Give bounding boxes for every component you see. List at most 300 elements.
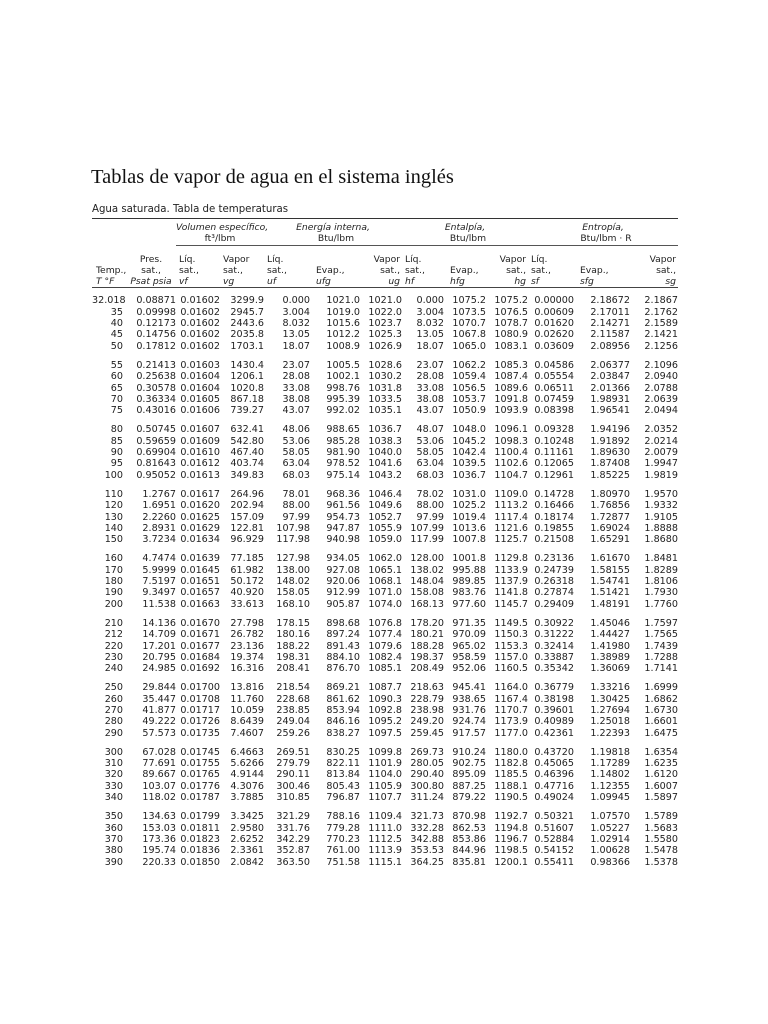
- cell-hg: 1170.7: [494, 704, 528, 716]
- cell-ug: 1068.1: [368, 576, 402, 588]
- table-row: [92, 405, 678, 416]
- cell-hg: 1141.8: [494, 587, 528, 599]
- cell-hfg: 924.74: [452, 716, 486, 728]
- cell-sf: 0.36779: [534, 682, 574, 694]
- cell-ufg: 876.70: [326, 663, 360, 675]
- cell-hg: 1133.9: [494, 564, 528, 576]
- cell-sg: 1.5897: [644, 792, 678, 804]
- cell-hg: 1113.2: [494, 500, 528, 512]
- table-row: [92, 565, 678, 576]
- cell-sg: 2.1762: [644, 306, 678, 318]
- cell-sg: 1.6999: [644, 682, 678, 694]
- group-entropia: [528, 219, 678, 233]
- header-hf-symbol: hf: [405, 276, 415, 288]
- cell-sf: 0.21508: [534, 534, 574, 546]
- cell-hg: 1109.0: [494, 488, 528, 500]
- header-vg-line1: Vapor: [223, 253, 250, 265]
- cell-sfg: 1.30425: [590, 693, 630, 705]
- cell-vg: 26.782: [230, 629, 264, 641]
- cell-uf: 127.98: [276, 553, 310, 565]
- cell-hf: 311.24: [410, 792, 444, 804]
- cell-ufg: 898.68: [326, 617, 360, 629]
- cell-vg: 11.760: [230, 693, 264, 705]
- cell-sf: 0.11161: [534, 447, 574, 459]
- table-row: [92, 728, 678, 739]
- cell-hf: 180.21: [410, 629, 444, 641]
- cell-sf: 0.14728: [534, 488, 574, 500]
- cell-ufg: 998.76: [326, 382, 360, 394]
- cell-sg: 1.9105: [644, 511, 678, 523]
- cell-sfg: 2.08956: [590, 340, 630, 352]
- cell-sfg: 1.41980: [590, 640, 630, 652]
- cell-sg: 2.0494: [644, 405, 678, 417]
- cell-temp: 350: [104, 811, 123, 823]
- cell-temp: 140: [104, 522, 123, 534]
- cell-sg: 2.0639: [644, 393, 678, 405]
- cell-vf: 0.01671: [180, 629, 220, 641]
- cell-hg: 1160.5: [494, 663, 528, 675]
- cell-hf: 290.40: [410, 769, 444, 781]
- cell-hfg: 970.09: [452, 629, 486, 641]
- cell-sf: 0.04586: [534, 359, 574, 371]
- cell-pres: 118.02: [142, 792, 176, 804]
- cell-ug: 1082.4: [368, 651, 402, 663]
- cell-sg: 2.1096: [644, 359, 678, 371]
- cell-vg: 2945.7: [230, 306, 264, 318]
- cell-hfg: 1001.8: [452, 553, 486, 565]
- cell-hg: 1089.6: [494, 382, 528, 394]
- cell-ufg: 751.58: [326, 856, 360, 868]
- cell-vf: 0.01755: [180, 758, 220, 770]
- cell-temp: 370: [104, 833, 123, 845]
- column-header-row-1: [92, 254, 678, 265]
- cell-ufg: 891.43: [326, 640, 360, 652]
- cell-hg: 1182.8: [494, 758, 528, 770]
- cell-hg: 1076.5: [494, 306, 528, 318]
- cell-hfg: 983.76: [452, 587, 486, 599]
- cell-ufg: 905.87: [326, 598, 360, 610]
- cell-vf: 0.01604: [180, 382, 220, 394]
- cell-ufg: 770.23: [326, 833, 360, 845]
- cell-hf: 0.000: [416, 295, 444, 307]
- cell-sg: 1.6007: [644, 780, 678, 792]
- cell-ug: 1041.6: [368, 458, 402, 470]
- cell-hg: 1093.9: [494, 405, 528, 417]
- table-row: [92, 682, 678, 693]
- table-row: [92, 500, 678, 511]
- cell-pres: 0.12173: [136, 318, 176, 330]
- cell-hg: 1198.5: [494, 845, 528, 857]
- cell-sg: 1.9947: [644, 458, 678, 470]
- cell-ug: 1059.0: [368, 534, 402, 546]
- cell-sfg: 1.38989: [590, 651, 630, 663]
- cell-hf: 259.45: [410, 727, 444, 739]
- cell-vg: 2035.8: [230, 329, 264, 341]
- cell-temp: 320: [104, 769, 123, 781]
- cell-ug: 1036.7: [368, 424, 402, 436]
- cell-vg: 2.0842: [230, 856, 264, 868]
- cell-hg: 1080.9: [494, 329, 528, 341]
- cell-ug: 1021.0: [368, 295, 402, 307]
- cell-hg: 1185.5: [494, 769, 528, 781]
- cell-hg: 1196.7: [494, 833, 528, 845]
- cell-pres: 29.844: [142, 682, 176, 694]
- cell-hfg: 989.85: [452, 576, 486, 588]
- table-row: [92, 553, 678, 564]
- cell-uf: 68.03: [282, 469, 310, 481]
- cell-sfg: 0.98366: [590, 856, 630, 868]
- cell-ufg: 846.16: [326, 716, 360, 728]
- cell-hf: 218.63: [410, 682, 444, 694]
- cell-vg: 157.09: [230, 511, 264, 523]
- cell-temp: 160: [104, 553, 123, 565]
- cell-pres: 103.07: [142, 780, 176, 792]
- cell-hg: 1096.1: [494, 424, 528, 436]
- cell-sf: 0.03609: [534, 340, 574, 352]
- table-row: [92, 295, 678, 306]
- cell-vf: 0.01602: [180, 329, 220, 341]
- cell-temp: 290: [104, 727, 123, 739]
- cell-pres: 0.25638: [136, 371, 176, 383]
- cell-hf: 88.00: [416, 500, 444, 512]
- cell-pres: 11.538: [142, 598, 176, 610]
- cell-ug: 1031.8: [368, 382, 402, 394]
- cell-hg: 1087.4: [494, 371, 528, 383]
- cell-hfg: 1042.4: [452, 447, 486, 459]
- cell-uf: 279.79: [276, 758, 310, 770]
- cell-sg: 1.8888: [644, 522, 678, 534]
- cell-ufg: 1021.0: [326, 295, 360, 307]
- table-row: [92, 436, 678, 447]
- table-row: [92, 845, 678, 856]
- cell-vg: 23.136: [230, 640, 264, 652]
- cell-hg: 1153.3: [494, 640, 528, 652]
- group-header-row: [92, 219, 678, 233]
- cell-vf: 0.01602: [180, 306, 220, 318]
- cell-hfg: 1039.5: [452, 458, 486, 470]
- cell-hg: 1145.7: [494, 598, 528, 610]
- cell-ufg: 779.28: [326, 822, 360, 834]
- cell-uf: 188.22: [276, 640, 310, 652]
- cell-pres: 17.201: [142, 640, 176, 652]
- table-row: [92, 792, 678, 803]
- cell-sf: 0.46396: [534, 769, 574, 781]
- cell-pres: 173.36: [142, 833, 176, 845]
- cell-hg: 1173.9: [494, 716, 528, 728]
- cell-uf: 33.08: [282, 382, 310, 394]
- cell-hg: 1078.7: [494, 318, 528, 330]
- cell-ufg: 761.00: [326, 845, 360, 857]
- cell-uf: 58.05: [282, 447, 310, 459]
- cell-pres: 0.14756: [136, 329, 176, 341]
- cell-vf: 0.01836: [180, 845, 220, 857]
- cell-vg: 6.4663: [230, 746, 264, 758]
- cell-vg: 467.40: [230, 447, 264, 459]
- cell-vg: 122.81: [230, 522, 264, 534]
- cell-sf: 0.33887: [534, 651, 574, 663]
- cell-vf: 0.01850: [180, 856, 220, 868]
- cell-sg: 1.8481: [644, 553, 678, 565]
- cell-vg: 10.059: [230, 704, 264, 716]
- cell-vf: 0.01799: [180, 811, 220, 823]
- cell-hg: 1192.7: [494, 811, 528, 823]
- cell-uf: 43.07: [282, 405, 310, 417]
- table-row: [92, 318, 678, 329]
- cell-ufg: 1012.2: [326, 329, 360, 341]
- cell-hfg: 870.98: [452, 811, 486, 823]
- table-row: [92, 663, 678, 674]
- cell-sfg: 1.36069: [590, 663, 630, 675]
- cell-temp: 70: [110, 393, 123, 405]
- cell-hf: 43.07: [416, 405, 444, 417]
- cell-vf: 0.01602: [180, 318, 220, 330]
- cell-sfg: 1.80970: [590, 488, 630, 500]
- header-hf-line2: sat.,: [405, 264, 425, 276]
- cell-uf: 168.10: [276, 598, 310, 610]
- cell-uf: 3.004: [282, 306, 310, 318]
- table-row: [92, 458, 678, 469]
- cell-sg: 1.7760: [644, 598, 678, 610]
- cell-sf: 0.01620: [534, 318, 574, 330]
- saturated-water-temperature-table: [92, 219, 678, 868]
- cell-ug: 1043.2: [368, 469, 402, 481]
- cell-sg: 1.6862: [644, 693, 678, 705]
- cell-hfg: 1025.2: [452, 500, 486, 512]
- cell-hf: 33.08: [416, 382, 444, 394]
- cell-uf: 228.68: [276, 693, 310, 705]
- cell-sf: 0.16466: [534, 500, 574, 512]
- header-sf-line1: Líq.: [531, 253, 548, 265]
- cell-pres: 0.36334: [136, 393, 176, 405]
- cell-sf: 0.49024: [534, 792, 574, 804]
- cell-pres: 0.43016: [136, 405, 176, 417]
- cell-hfg: 958.59: [452, 651, 486, 663]
- cell-hfg: 1053.7: [452, 393, 486, 405]
- cell-uf: 97.99: [282, 511, 310, 523]
- cell-sf: 0.31222: [534, 629, 574, 641]
- cell-hf: 321.73: [410, 811, 444, 823]
- cell-hf: 8.032: [416, 318, 444, 330]
- cell-hfg: 844.96: [452, 845, 486, 857]
- cell-pres: 2.8931: [142, 522, 176, 534]
- cell-vf: 0.01787: [180, 792, 220, 804]
- cell-uf: 53.06: [282, 435, 310, 447]
- header-hg-line2: sat.,: [506, 264, 526, 276]
- cell-uf: 78.01: [282, 488, 310, 500]
- header-uf-line2: sat.,: [267, 264, 287, 276]
- cell-sfg: 1.25018: [590, 716, 630, 728]
- cell-pres: 41.877: [142, 704, 176, 716]
- cell-hfg: 938.65: [452, 693, 486, 705]
- cell-hg: 1121.6: [494, 522, 528, 534]
- cell-sg: 1.5789: [644, 811, 678, 823]
- cell-sf: 0.18174: [534, 511, 574, 523]
- table-row: [92, 811, 678, 822]
- cell-ug: 1099.8: [368, 746, 402, 758]
- cell-uf: 158.05: [276, 587, 310, 599]
- cell-ug: 1028.6: [368, 359, 402, 371]
- cell-pres: 14.709: [142, 629, 176, 641]
- cell-hfg: 1031.0: [452, 488, 486, 500]
- cell-hg: 1157.0: [494, 651, 528, 663]
- cell-hf: 107.99: [410, 522, 444, 534]
- cell-vf: 0.01605: [180, 393, 220, 405]
- cell-ug: 1026.9: [368, 340, 402, 352]
- header-sfg-line1: Evap.,: [580, 264, 609, 276]
- table-row: [92, 652, 678, 663]
- cell-pres: 7.5197: [142, 576, 176, 588]
- cell-pres: 35.447: [142, 693, 176, 705]
- cell-sg: 1.5683: [644, 822, 678, 834]
- cell-vg: 77.185: [230, 553, 264, 565]
- cell-ufg: 1019.0: [326, 306, 360, 318]
- cell-vf: 0.01604: [180, 371, 220, 383]
- cell-hg: 1075.2: [494, 295, 528, 307]
- cell-uf: 342.29: [276, 833, 310, 845]
- table-row: [92, 534, 678, 545]
- cell-hfg: 1019.4: [452, 511, 486, 523]
- group-energia-title: Energía interna,: [296, 222, 370, 233]
- group-entalpia-title: Entalpía,: [444, 222, 486, 233]
- cell-pres: 0.08871: [136, 295, 176, 307]
- cell-vg: 19.374: [230, 651, 264, 663]
- cell-temp: 85: [110, 435, 123, 447]
- cell-hfg: 879.22: [452, 792, 486, 804]
- cell-sg: 2.0352: [644, 424, 678, 436]
- cell-hf: 138.02: [410, 564, 444, 576]
- cell-sf: 0.50321: [534, 811, 574, 823]
- cell-pres: 77.691: [142, 758, 176, 770]
- cell-temp: 200: [104, 598, 123, 610]
- cell-ufg: 981.90: [326, 447, 360, 459]
- cell-hg: 1200.1: [494, 856, 528, 868]
- cell-hf: 78.02: [416, 488, 444, 500]
- cell-sg: 1.5478: [644, 845, 678, 857]
- cell-sg: 2.0788: [644, 382, 678, 394]
- cell-temp: 330: [104, 780, 123, 792]
- cell-pres: 134.63: [142, 811, 176, 823]
- cell-sg: 1.7565: [644, 629, 678, 641]
- cell-temp: 380: [104, 845, 123, 857]
- cell-sf: 0.09328: [534, 424, 574, 436]
- cell-vf: 0.01663: [180, 598, 220, 610]
- header-hfg-symbol: hfg: [450, 276, 465, 288]
- cell-vg: 1206.1: [230, 371, 264, 383]
- cell-vf: 0.01708: [180, 693, 220, 705]
- cell-ufg: 988.65: [326, 424, 360, 436]
- cell-ug: 1049.6: [368, 500, 402, 512]
- header-vf-line2: sat.,: [179, 264, 199, 276]
- table-row: [92, 618, 678, 629]
- cell-ufg: 796.87: [326, 792, 360, 804]
- cell-hg: 1167.4: [494, 693, 528, 705]
- cell-sf: 0.42361: [534, 727, 574, 739]
- group-volumen-unit: ft³/lbm: [176, 233, 264, 245]
- cell-sf: 0.51607: [534, 822, 574, 834]
- cell-sfg: 1.44427: [590, 629, 630, 641]
- cell-sf: 0.05554: [534, 371, 574, 383]
- cell-sf: 0.10248: [534, 435, 574, 447]
- cell-ug: 1104.0: [368, 769, 402, 781]
- cell-hfg: 1048.0: [452, 424, 486, 436]
- cell-sg: 1.9332: [644, 500, 678, 512]
- cell-pres: 89.667: [142, 769, 176, 781]
- cell-uf: 269.51: [276, 746, 310, 758]
- cell-sg: 1.8106: [644, 576, 678, 588]
- header-sfg-symbol: sfg: [580, 276, 594, 288]
- table-row: [92, 447, 678, 458]
- cell-sg: 1.8680: [644, 534, 678, 546]
- cell-sg: 2.0214: [644, 435, 678, 447]
- header-sg-symbol: sg: [665, 276, 676, 288]
- cell-sf: 0.52884: [534, 833, 574, 845]
- cell-hf: 18.07: [416, 340, 444, 352]
- column-symbol-row: [92, 276, 678, 288]
- header-ufg-symbol: ufg: [316, 276, 331, 288]
- cell-hfg: 1059.4: [452, 371, 486, 383]
- cell-ug: 1087.7: [368, 682, 402, 694]
- cell-hf: 208.49: [410, 663, 444, 675]
- cell-temp: 212: [104, 629, 123, 641]
- cell-sfg: 2.18672: [590, 295, 630, 307]
- cell-sf: 0.55411: [534, 856, 574, 868]
- header-hfg-line1: Evap.,: [450, 264, 479, 276]
- cell-temp: 32.018: [92, 295, 126, 307]
- table-row: [92, 394, 678, 405]
- cell-vf: 0.01692: [180, 663, 220, 675]
- cell-sf: 0.47716: [534, 780, 574, 792]
- cell-sg: 1.6601: [644, 716, 678, 728]
- cell-hf: 342.88: [410, 833, 444, 845]
- cell-vg: 2.6252: [230, 833, 264, 845]
- cell-vg: 739.27: [230, 405, 264, 417]
- cell-vf: 0.01735: [180, 727, 220, 739]
- cell-sfg: 1.72877: [590, 511, 630, 523]
- cell-hfg: 1075.2: [452, 295, 486, 307]
- header-ug-symbol: ug: [388, 276, 400, 288]
- cell-temp: 90: [110, 447, 123, 459]
- cell-hf: 280.05: [410, 758, 444, 770]
- cell-temp: 190: [104, 587, 123, 599]
- cell-vg: 264.96: [230, 488, 264, 500]
- cell-sg: 1.7288: [644, 651, 678, 663]
- cell-vf: 0.01610: [180, 447, 220, 459]
- cell-ufg: 920.06: [326, 576, 360, 588]
- cell-pres: 195.74: [142, 845, 176, 857]
- cell-hg: 1177.0: [494, 727, 528, 739]
- header-uf-symbol: uf: [267, 276, 277, 288]
- cell-pres: 57.573: [142, 727, 176, 739]
- header-vf-line1: Líq.: [179, 253, 196, 265]
- cell-ug: 1097.5: [368, 727, 402, 739]
- table-row: [92, 758, 678, 769]
- cell-temp: 65: [110, 382, 123, 394]
- cell-pres: 49.222: [142, 716, 176, 728]
- cell-sf: 0.02620: [534, 329, 574, 341]
- cell-temp: 250: [104, 682, 123, 694]
- cell-sfg: 1.02914: [590, 833, 630, 845]
- cell-hf: 198.37: [410, 651, 444, 663]
- cell-sfg: 1.22393: [590, 727, 630, 739]
- cell-vg: 1020.8: [230, 382, 264, 394]
- cell-temp: 50: [110, 340, 123, 352]
- cell-ufg: 968.36: [326, 488, 360, 500]
- cell-sfg: 1.94196: [590, 424, 630, 436]
- cell-uf: 331.76: [276, 822, 310, 834]
- cell-uf: 0.000: [282, 295, 310, 307]
- cell-pres: 0.21413: [136, 359, 176, 371]
- cell-vf: 0.01612: [180, 458, 220, 470]
